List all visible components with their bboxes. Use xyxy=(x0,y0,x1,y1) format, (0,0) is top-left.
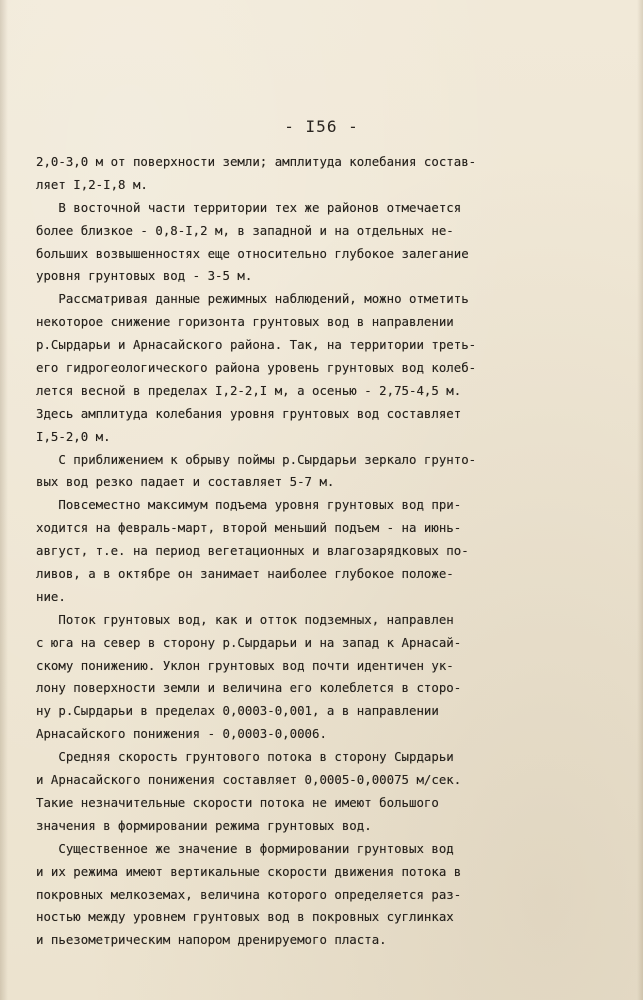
text-line: с юга на север в сторону р.Сырдарьи и на запад к Арнасай- xyxy=(36,634,462,650)
text-line: Здесь амплитуда колебания уровня грунтовых вод составляет xyxy=(36,405,462,421)
text-line: более близкое - 0,8-I,2 м, в западной и на отдельных не- xyxy=(36,222,454,238)
text-line: ляет I,2-I,8 м. xyxy=(36,176,148,192)
text-line: уровня грунтовых вод - 3-5 м. xyxy=(36,268,253,284)
text-line: ние. xyxy=(36,588,66,604)
text-line: ходится на февраль-март, второй меньший подъем - на июнь- xyxy=(36,520,462,536)
text-line: Поток грунтовых вод, как и отток подземных, направлен xyxy=(36,611,454,627)
text-line: Повсеместно максимум подъема уровня грунтовых вод при- xyxy=(36,497,462,513)
text-line: 2,0-3,0 м от поверхности земли; амплитуда колебания состав- xyxy=(36,154,477,169)
text-line: вых вод резко падает и составляет 5-7 м. xyxy=(36,474,335,490)
text-line: август, т.е. на период вегетационных и влагозарядковых по- xyxy=(36,543,469,559)
text-line: С приближением к обрыву поймы р.Сырдарьи зеркало грунто- xyxy=(36,451,477,467)
text-line: р.Сырдарьи и Арнасайского района. Так, на территории треть- xyxy=(36,337,477,353)
text-line: покровных мелкоземах, величина которого определяется раз- xyxy=(36,886,462,902)
text-line: его гидрогеологического района уровень грунтовых вод колеб- xyxy=(36,360,477,376)
text-line: Средняя скорость грунтового потока в сторону Сырдарьи xyxy=(36,749,454,765)
text-line: Существенное же значение в формировании грунтовых вод xyxy=(36,840,454,856)
paragraph xyxy=(36,609,601,746)
text-line: лется весной в пределах I,2-2,I м, а осенью - 2,75-4,5 м. xyxy=(36,382,462,398)
text-line: и пьезометрическим напором дренируемого пласта. xyxy=(36,932,387,948)
text-line: и Арнасайского понижения составляет 0,0005-0,00075 м/сек. xyxy=(36,772,462,788)
document-body xyxy=(36,151,601,952)
paragraph xyxy=(36,288,601,448)
paragraph xyxy=(36,746,601,838)
page-number: - I56 - xyxy=(284,117,359,136)
text-line: больших возвышенностях еще относительно глубокое залегание xyxy=(36,245,469,261)
paragraph xyxy=(36,151,601,197)
text-line: В восточной части территории тех же районов отмечается xyxy=(36,199,462,215)
paragraph xyxy=(36,449,601,495)
text-line: Такие незначительные скорости потока не имеют большого xyxy=(36,794,439,810)
text-line: I,5-2,0 м. xyxy=(36,428,111,444)
text-line: лону поверхности земли и величина его колеблется в сторо- xyxy=(36,680,462,696)
text-line: и их режима имеют вертикальные скорости движения потока в xyxy=(36,863,462,879)
text-line: ливов, а в октябре он занимает наиболее глубокое положе- xyxy=(36,566,454,582)
paragraph xyxy=(36,197,601,289)
text-line: некоторое снижение горизонта грунтовых вод в направлении xyxy=(36,314,454,330)
text-line: Арнасайского понижения - 0,0003-0,0006. xyxy=(36,726,327,742)
text-line: Рассматривая данные режимных наблюдений, можно отметить xyxy=(36,291,469,307)
paragraph xyxy=(36,494,601,608)
text-line: значения в формировании режима грунтовых вод. xyxy=(36,817,372,833)
text-line: ну р.Сырдарьи в пределах 0,0003-0,001, а в направлении xyxy=(36,703,439,719)
paragraph xyxy=(36,838,601,952)
text-line: скому понижению. Уклон грунтовых вод почти идентичен ук- xyxy=(36,657,454,673)
text-line: ностью между уровнем грунтовых вод в покровных суглинках xyxy=(36,909,454,925)
